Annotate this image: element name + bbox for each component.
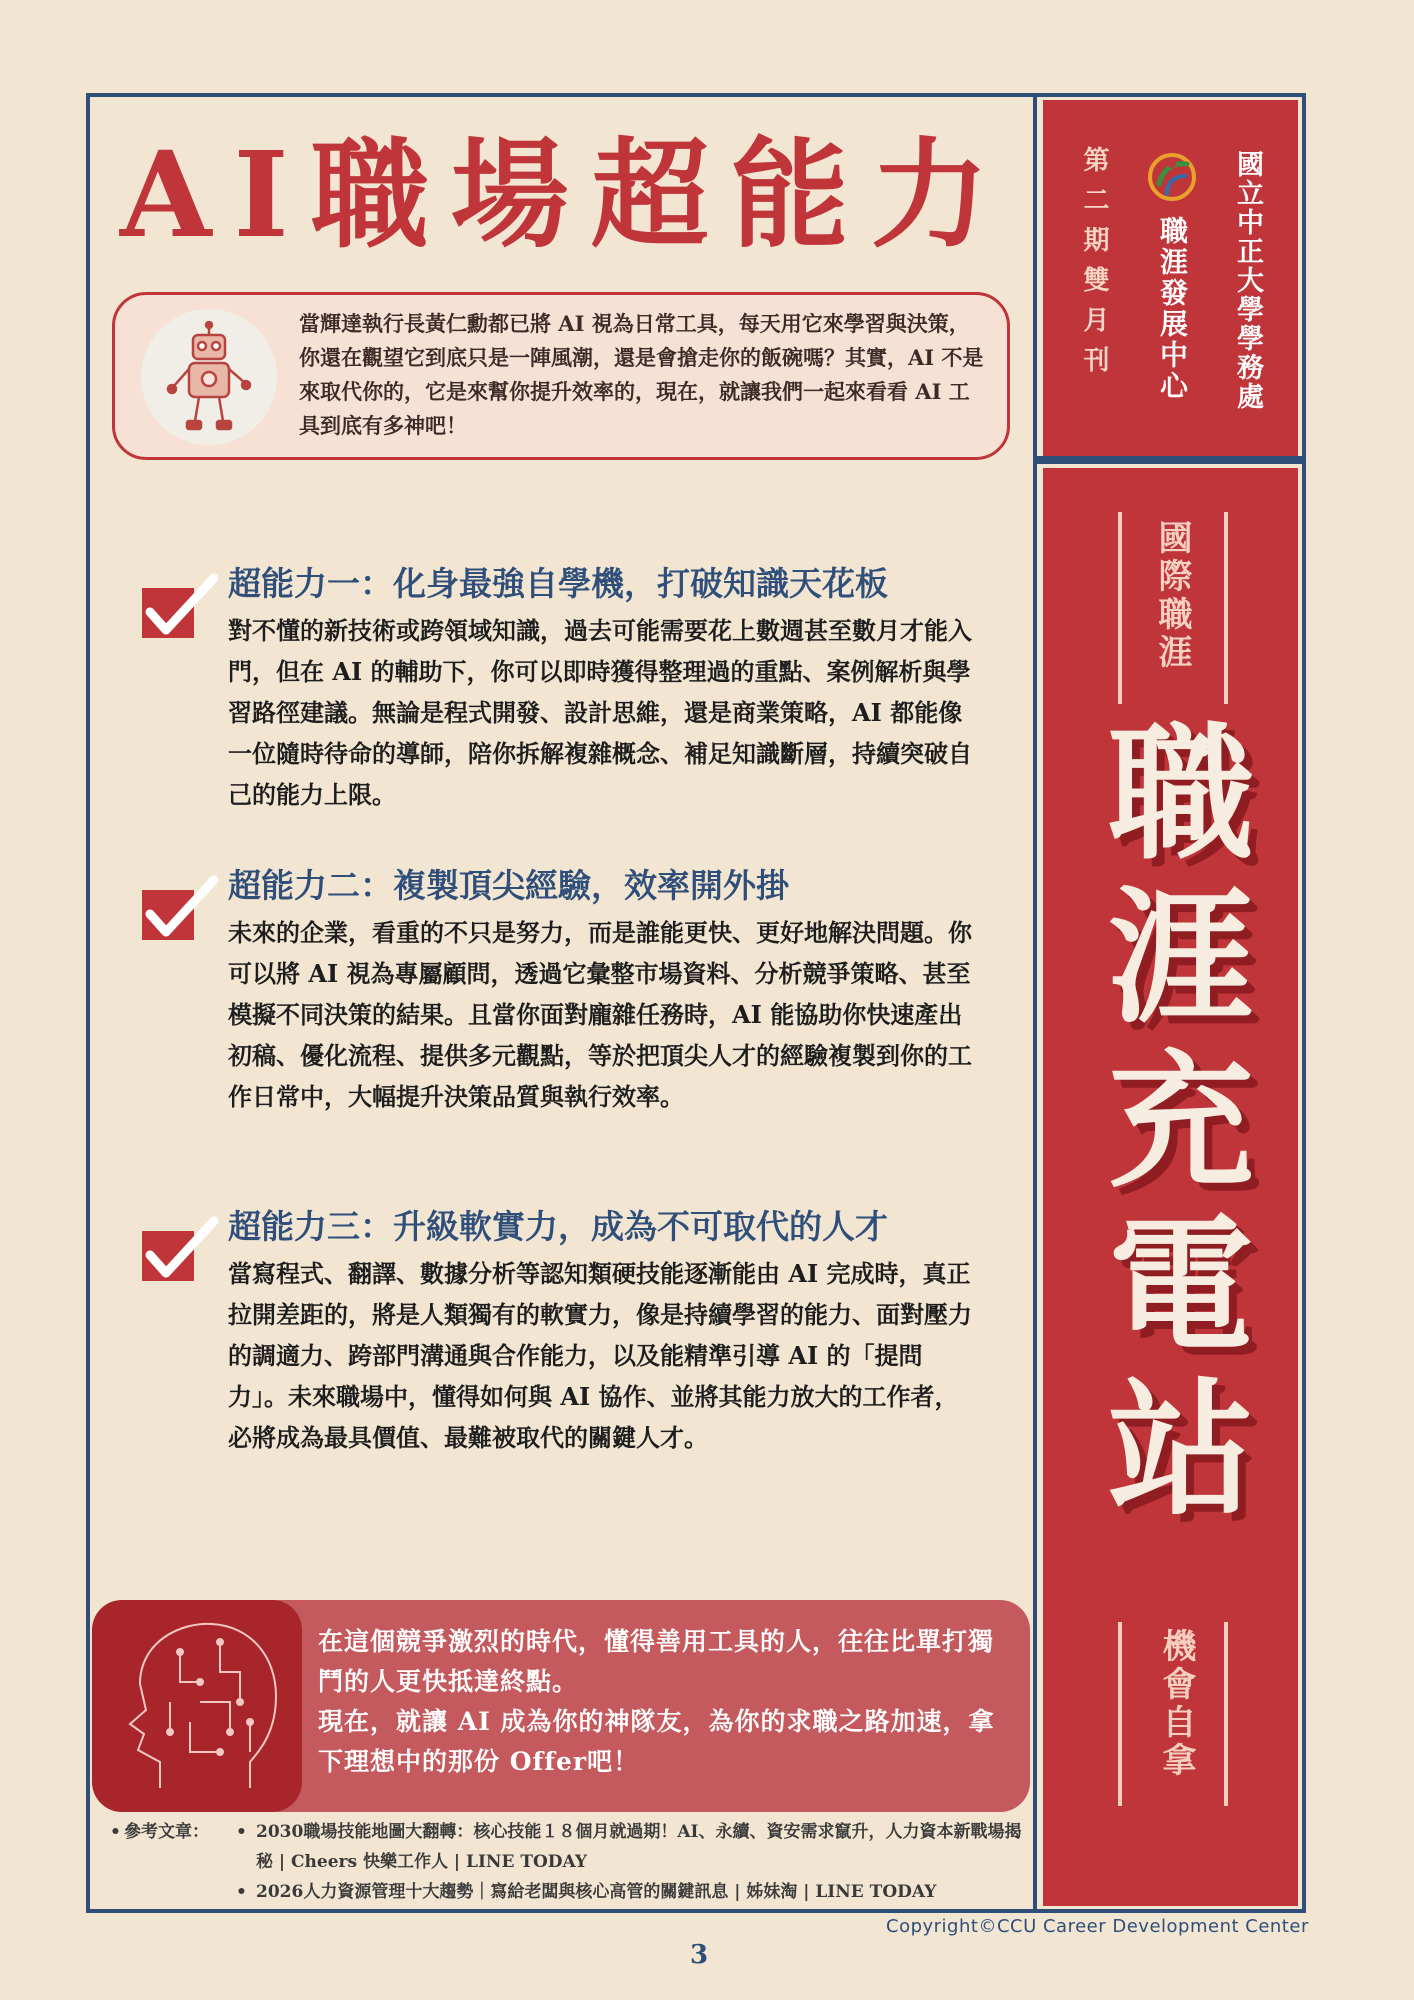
closing-text	[318, 1622, 1018, 1782]
international-career-label: 國際職涯	[1152, 520, 1192, 672]
sidebar-line-left-bottom	[1118, 1622, 1122, 1806]
closing-line-1: 在這個競爭激烈的時代，懂得善用工具的人，往往比單打獨鬥的人更快抵達終點。	[318, 1627, 995, 1696]
sidebar-big-title: 職涯充電站	[1083, 716, 1254, 1536]
section-2	[140, 862, 980, 1162]
section-1	[140, 560, 980, 820]
opportunity-label: 機會自拿	[1156, 1628, 1196, 1780]
ai-head-illustration	[92, 1600, 302, 1812]
section-body: 當寫程式、翻譯、數據分析等認知類硬技能逐漸能由 AI 完成時，真正拉開差距的，將是人類獨有的軟實力，像是持續學習的能力、面對壓力的調適力、跨部門溝通與合作能力，以及能精準引導 AI 的「提問力」。未來職場中，懂得如何與 AI 協作、並將其能力放大的工作者，必將成為最具價值、最難被取代的關鍵人才。	[228, 1259, 972, 1452]
page-title: AI職場超能力	[120, 125, 1011, 264]
closing-box	[92, 1600, 1030, 1812]
copyright: Copyright©CCU Career Development Center	[886, 1916, 1309, 1937]
section-body: 對不懂的新技術或跨領域知識，過去可能需要花上數週甚至數月才能入門，但在 AI 的輔助下，你可以即時獲得整理過的重點、案例解析與學習路徑建議。無論是程式開發、設計思維，還是商業策略，AI 都能像一位隨時待命的導師，陪你拆解複雜概念、補足知識斷層，持續突破自己的能力上限。	[228, 616, 972, 809]
checkmark-icon	[140, 1215, 220, 1285]
intro-text: 當輝達執行長黃仁勳都已將 AI 視為日常工具，每天用它來學習與決策，你還在觀望它到底只是一陣風潮，還是會搶走你的飯碗嗎？其實，AI 不是來取代你的，它是來幫你提升效率的，現在，就讓我們一起來看看 AI 工具到底有多神吧！	[299, 311, 984, 438]
ai-head-icon	[100, 1612, 290, 1802]
reference-item[interactable]: • 2026人力資源管理十大趨勢｜寫給老闆與核心高管的關鍵訊息 | 姊妹淘 | LINE TODAY	[236, 1877, 1026, 1907]
intro-box	[112, 292, 1010, 460]
section-body: 未來的企業，看重的不只是努力，而是誰能更快、更好地解決問題。你可以將 AI 視為專屬顧問，透過它彙整市場資料、分析競爭策略、甚至模擬不同決策的結果。且當你面對龐雜任務時，AI 能協助你快速產出初稿、優化流程、提供多元觀點，等於把頂尖人才的經驗複製到你的工作日常中，大幅提升決策品質與執行效率。	[228, 918, 972, 1111]
section-title: 超能力二：複製頂尖經驗，效率開外掛	[228, 866, 789, 905]
section-3	[140, 1203, 980, 1503]
column-divider	[1033, 93, 1037, 1913]
references-label: • 參考文章：	[110, 1822, 209, 1842]
sidebar-line-left	[1118, 512, 1122, 704]
sidebar-line-right	[1224, 512, 1228, 704]
robot-illustration	[141, 309, 277, 445]
center-name: 職涯發展中心	[1156, 216, 1189, 402]
reference-item[interactable]: • 2030職場技能地圖大翻轉：核心技能１８個月就過期！AI、永續、資安需求竄升，人力資本新戰場揭秘 | Cheers 快樂工作人 | LINE TODAY	[236, 1817, 1026, 1877]
sidebar-line-right-bottom	[1224, 1622, 1228, 1806]
closing-line-2: 現在，就讓 AI 成為你的神隊友，為你的求職之路加速，拿下理想中的那份 Offer吧！	[318, 1707, 995, 1776]
robot-icon	[159, 321, 259, 433]
university-name: 國立中正大學學務處	[1232, 150, 1263, 411]
checkmark-icon	[140, 572, 220, 642]
ccu-career-logo-icon	[1145, 150, 1199, 204]
issue-label: 第二期雙月刊	[1079, 146, 1109, 386]
section-title: 超能力三：升級軟實力，成為不可取代的人才	[228, 1207, 888, 1246]
references-list	[236, 1817, 1026, 1907]
section-title: 超能力一：化身最強自學機，打破知識天花板	[228, 564, 888, 603]
page-number: 3	[690, 1940, 709, 1970]
checkmark-icon	[140, 874, 220, 944]
sidebar-separator	[1037, 456, 1306, 464]
